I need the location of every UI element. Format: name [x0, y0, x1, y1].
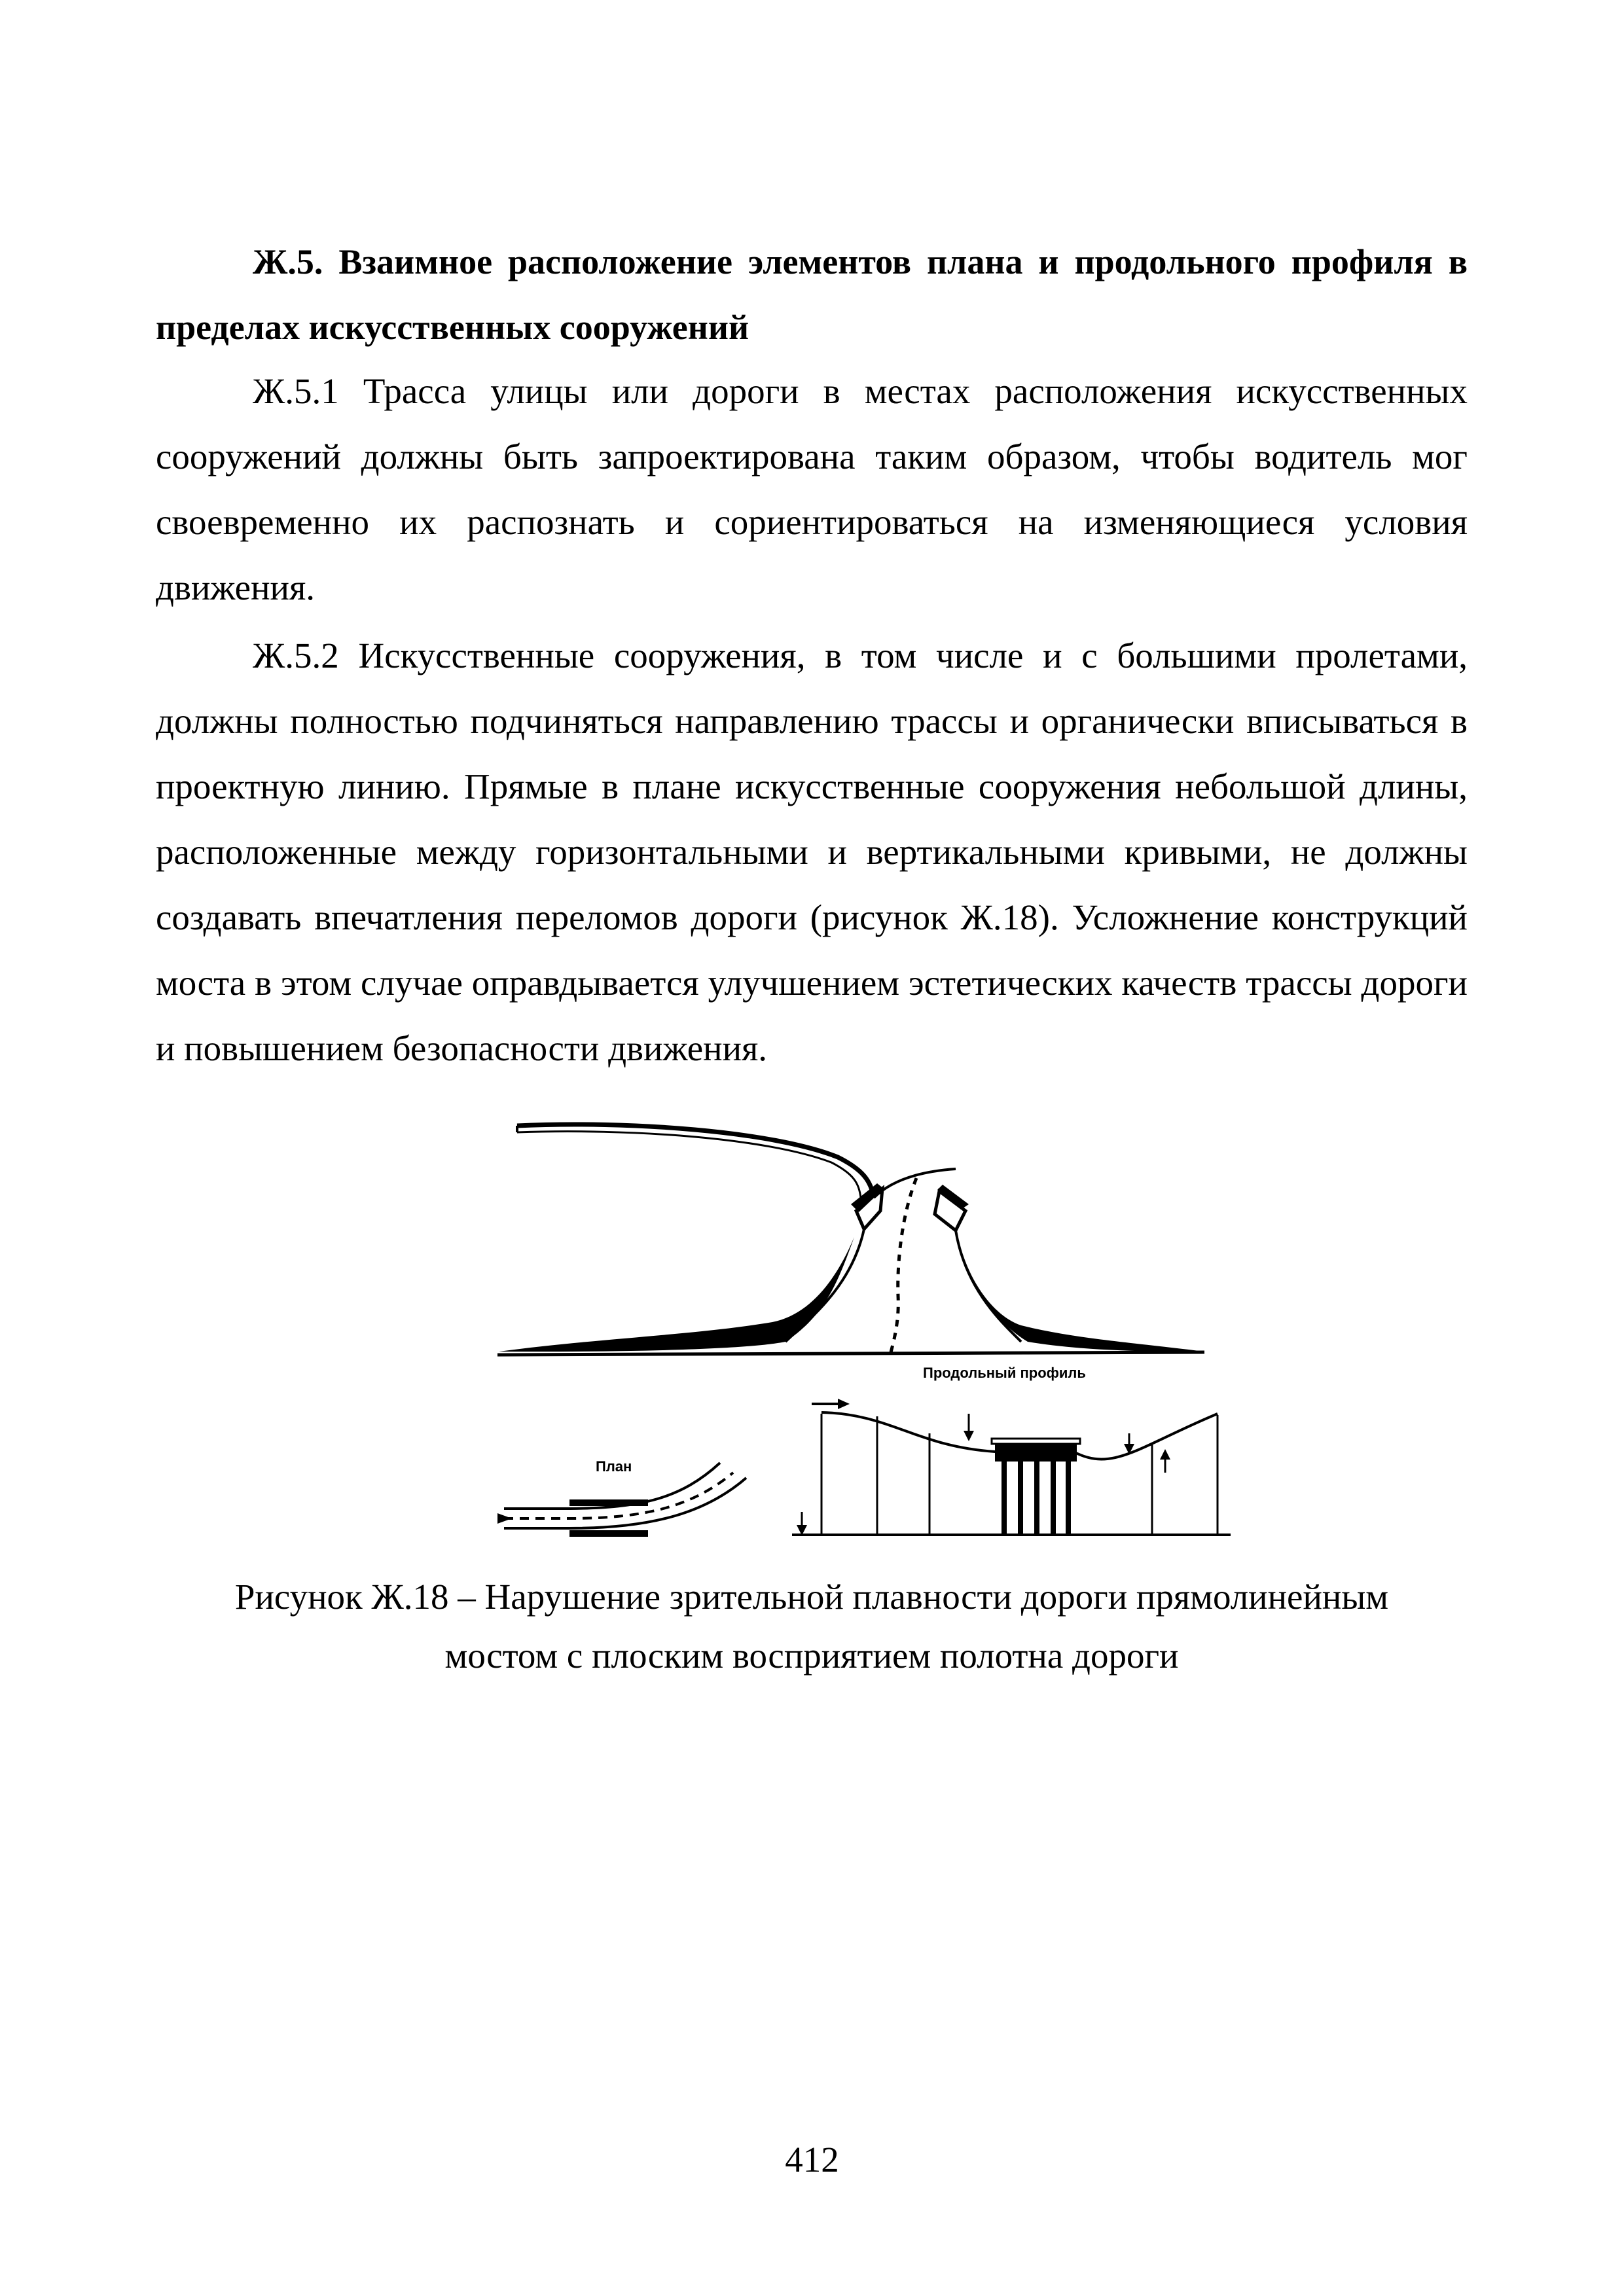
- caption-line-2: мостом с плоским восприятием полотна дороги: [444, 1636, 1179, 1676]
- perspective-view: [497, 1124, 1204, 1355]
- paragraph-5-1: Ж.5.1 Трасса улицы или дороги в местах расположения искусственных сооружений должны быть запроектирована таким образом, чтобы водитель мог своевременно их распознать и сориентироваться на изменяющиеся условия движения.: [156, 371, 1468, 607]
- figure-caption: [156, 1568, 1468, 1685]
- plan-view: [497, 1458, 746, 1537]
- profile-label: Продольный профиль: [923, 1365, 1086, 1381]
- page-number: 412: [785, 2140, 839, 2179]
- profile-view: [792, 1365, 1231, 1535]
- paragraph-5-2: Ж.5.2 Искусственные сооружения, в том числе и с большими пролетами, должны полностью подчиняться направлению трассы и органически вписываться в проектную линию. Прямые в плане искусственные сооружения небольшой длины, расположенные между горизонтальными и вертикальными кривыми, не должны создавать впечатления переломов дороги (рисунок Ж.18). Усложнение конструкций моста в этом случае оправдывается улучшением эстетических качеств трассы дороги и повышением безопасности движения.: [156, 636, 1468, 1068]
- section-heading: Ж.5. Взаимное расположение элементов плана и продольного профиля в пределах искусственных сооружений: [156, 242, 1468, 347]
- plan-label: План: [596, 1458, 632, 1475]
- figure-zh18: [497, 1106, 1244, 1545]
- figure-illustration: [497, 1106, 1244, 1545]
- caption-line-1: Рисунок Ж.18 – Нарушение зрительной плавности дороги прямолинейным: [234, 1577, 1389, 1617]
